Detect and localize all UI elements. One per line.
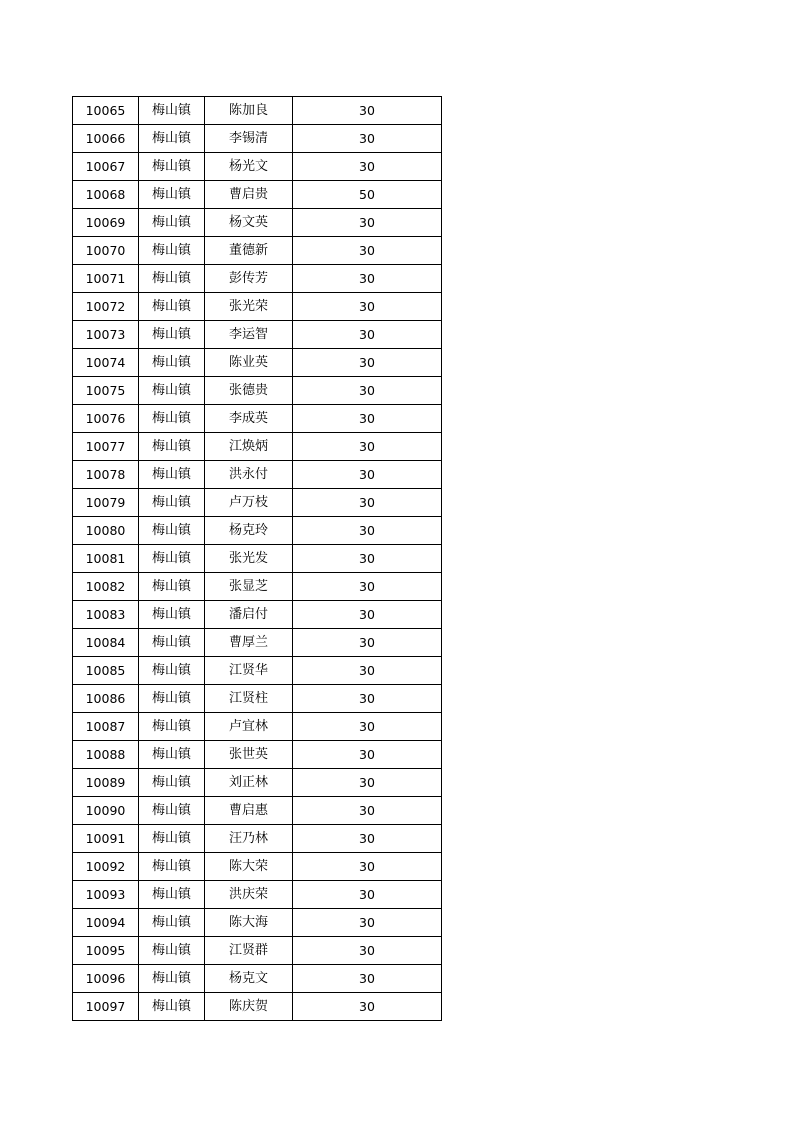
id-cell: 10081 <box>73 545 139 573</box>
town-cell: 梅山镇 <box>139 769 205 797</box>
id-cell: 10078 <box>73 461 139 489</box>
name-cell: 曹启贵 <box>205 181 293 209</box>
id-cell: 10067 <box>73 153 139 181</box>
id-cell: 10075 <box>73 377 139 405</box>
town-cell: 梅山镇 <box>139 629 205 657</box>
town-cell: 梅山镇 <box>139 181 205 209</box>
id-cell: 10084 <box>73 629 139 657</box>
table-row <box>73 321 442 349</box>
amount-cell: 30 <box>293 741 442 769</box>
town-cell: 梅山镇 <box>139 293 205 321</box>
amount-cell: 30 <box>293 377 442 405</box>
name-cell: 张光发 <box>205 545 293 573</box>
amount-cell: 30 <box>293 349 442 377</box>
name-cell: 杨克文 <box>205 965 293 993</box>
amount-cell: 30 <box>293 237 442 265</box>
amount-cell: 30 <box>293 97 442 125</box>
name-cell: 张德贵 <box>205 377 293 405</box>
amount-cell: 30 <box>293 461 442 489</box>
table-row <box>73 545 442 573</box>
table-row <box>73 881 442 909</box>
id-cell: 10086 <box>73 685 139 713</box>
name-cell: 杨文英 <box>205 209 293 237</box>
town-cell: 梅山镇 <box>139 153 205 181</box>
table-row <box>73 97 442 125</box>
amount-cell: 30 <box>293 209 442 237</box>
amount-cell: 30 <box>293 405 442 433</box>
id-cell: 10070 <box>73 237 139 265</box>
table-row <box>73 405 442 433</box>
amount-cell: 30 <box>293 321 442 349</box>
table-row <box>73 349 442 377</box>
table-row <box>73 461 442 489</box>
town-cell: 梅山镇 <box>139 377 205 405</box>
amount-cell: 30 <box>293 881 442 909</box>
town-cell: 梅山镇 <box>139 237 205 265</box>
table-row <box>73 853 442 881</box>
table-row <box>73 377 442 405</box>
id-cell: 10080 <box>73 517 139 545</box>
amount-cell: 30 <box>293 125 442 153</box>
town-cell: 梅山镇 <box>139 405 205 433</box>
town-cell: 梅山镇 <box>139 489 205 517</box>
amount-cell: 30 <box>293 629 442 657</box>
table-row <box>73 153 442 181</box>
table-row <box>73 993 442 1021</box>
id-cell: 10089 <box>73 769 139 797</box>
name-cell: 杨克玲 <box>205 517 293 545</box>
table-body <box>73 97 442 1021</box>
id-cell: 10071 <box>73 265 139 293</box>
town-cell: 梅山镇 <box>139 741 205 769</box>
table-row <box>73 937 442 965</box>
amount-cell: 30 <box>293 153 442 181</box>
id-cell: 10083 <box>73 601 139 629</box>
town-cell: 梅山镇 <box>139 545 205 573</box>
amount-cell: 30 <box>293 965 442 993</box>
table-row <box>73 573 442 601</box>
town-cell: 梅山镇 <box>139 797 205 825</box>
name-cell: 陈大海 <box>205 909 293 937</box>
name-cell: 陈大荣 <box>205 853 293 881</box>
amount-cell: 30 <box>293 293 442 321</box>
id-cell: 10093 <box>73 881 139 909</box>
town-cell: 梅山镇 <box>139 937 205 965</box>
table-row <box>73 517 442 545</box>
amount-cell: 30 <box>293 433 442 461</box>
id-cell: 10096 <box>73 965 139 993</box>
amount-cell: 30 <box>293 573 442 601</box>
town-cell: 梅山镇 <box>139 657 205 685</box>
table-row <box>73 293 442 321</box>
id-cell: 10077 <box>73 433 139 461</box>
id-cell: 10073 <box>73 321 139 349</box>
name-cell: 江贤群 <box>205 937 293 965</box>
id-cell: 10088 <box>73 741 139 769</box>
town-cell: 梅山镇 <box>139 601 205 629</box>
table-row <box>73 265 442 293</box>
name-cell: 江贤柱 <box>205 685 293 713</box>
name-cell: 洪永付 <box>205 461 293 489</box>
id-cell: 10072 <box>73 293 139 321</box>
name-cell: 李成英 <box>205 405 293 433</box>
id-cell: 10090 <box>73 797 139 825</box>
amount-cell: 30 <box>293 517 442 545</box>
id-cell: 10082 <box>73 573 139 601</box>
table-row <box>73 237 442 265</box>
table-row <box>73 685 442 713</box>
amount-cell: 30 <box>293 853 442 881</box>
id-cell: 10068 <box>73 181 139 209</box>
name-cell: 张光荣 <box>205 293 293 321</box>
amount-cell: 30 <box>293 713 442 741</box>
amount-cell: 50 <box>293 181 442 209</box>
id-cell: 10092 <box>73 853 139 881</box>
name-cell: 李锡清 <box>205 125 293 153</box>
amount-cell: 30 <box>293 545 442 573</box>
town-cell: 梅山镇 <box>139 825 205 853</box>
table-row <box>73 657 442 685</box>
id-cell: 10095 <box>73 937 139 965</box>
id-cell: 10066 <box>73 125 139 153</box>
town-cell: 梅山镇 <box>139 517 205 545</box>
amount-cell: 30 <box>293 657 442 685</box>
table-row <box>73 797 442 825</box>
town-cell: 梅山镇 <box>139 685 205 713</box>
name-cell: 潘启付 <box>205 601 293 629</box>
amount-cell: 30 <box>293 909 442 937</box>
table-row <box>73 433 442 461</box>
amount-cell: 30 <box>293 489 442 517</box>
amount-cell: 30 <box>293 769 442 797</box>
amount-cell: 30 <box>293 993 442 1021</box>
name-cell: 汪乃林 <box>205 825 293 853</box>
table-row <box>73 769 442 797</box>
table-row <box>73 909 442 937</box>
name-cell: 李运智 <box>205 321 293 349</box>
town-cell: 梅山镇 <box>139 853 205 881</box>
amount-cell: 30 <box>293 937 442 965</box>
town-cell: 梅山镇 <box>139 965 205 993</box>
name-cell: 曹启惠 <box>205 797 293 825</box>
id-cell: 10094 <box>73 909 139 937</box>
name-cell: 洪庆荣 <box>205 881 293 909</box>
name-cell: 杨光文 <box>205 153 293 181</box>
name-cell: 江焕炳 <box>205 433 293 461</box>
name-cell: 江贤华 <box>205 657 293 685</box>
table-row <box>73 629 442 657</box>
name-cell: 卢万枝 <box>205 489 293 517</box>
table-row <box>73 965 442 993</box>
town-cell: 梅山镇 <box>139 713 205 741</box>
town-cell: 梅山镇 <box>139 97 205 125</box>
name-cell: 卢宜林 <box>205 713 293 741</box>
town-cell: 梅山镇 <box>139 909 205 937</box>
id-cell: 10069 <box>73 209 139 237</box>
town-cell: 梅山镇 <box>139 209 205 237</box>
name-cell: 张显芝 <box>205 573 293 601</box>
name-cell: 陈业英 <box>205 349 293 377</box>
town-cell: 梅山镇 <box>139 265 205 293</box>
town-cell: 梅山镇 <box>139 881 205 909</box>
town-cell: 梅山镇 <box>139 125 205 153</box>
amount-cell: 30 <box>293 797 442 825</box>
table-row <box>73 125 442 153</box>
name-cell: 张世英 <box>205 741 293 769</box>
id-cell: 10065 <box>73 97 139 125</box>
id-cell: 10087 <box>73 713 139 741</box>
town-cell: 梅山镇 <box>139 433 205 461</box>
town-cell: 梅山镇 <box>139 993 205 1021</box>
amount-cell: 30 <box>293 825 442 853</box>
name-cell: 陈庆贺 <box>205 993 293 1021</box>
name-cell: 彭传芳 <box>205 265 293 293</box>
name-cell: 刘正林 <box>205 769 293 797</box>
amount-cell: 30 <box>293 685 442 713</box>
id-cell: 10091 <box>73 825 139 853</box>
table-row <box>73 825 442 853</box>
id-cell: 10076 <box>73 405 139 433</box>
table-row <box>73 713 442 741</box>
town-cell: 梅山镇 <box>139 573 205 601</box>
amount-cell: 30 <box>293 601 442 629</box>
name-cell: 陈加良 <box>205 97 293 125</box>
id-cell: 10097 <box>73 993 139 1021</box>
table-row <box>73 601 442 629</box>
table-row <box>73 181 442 209</box>
table-row <box>73 209 442 237</box>
name-cell: 曹厚兰 <box>205 629 293 657</box>
table-row <box>73 489 442 517</box>
id-cell: 10074 <box>73 349 139 377</box>
town-cell: 梅山镇 <box>139 461 205 489</box>
id-cell: 10085 <box>73 657 139 685</box>
id-cell: 10079 <box>73 489 139 517</box>
amount-cell: 30 <box>293 265 442 293</box>
table-row <box>73 741 442 769</box>
town-cell: 梅山镇 <box>139 321 205 349</box>
data-table <box>72 96 442 1021</box>
town-cell: 梅山镇 <box>139 349 205 377</box>
name-cell: 董德新 <box>205 237 293 265</box>
